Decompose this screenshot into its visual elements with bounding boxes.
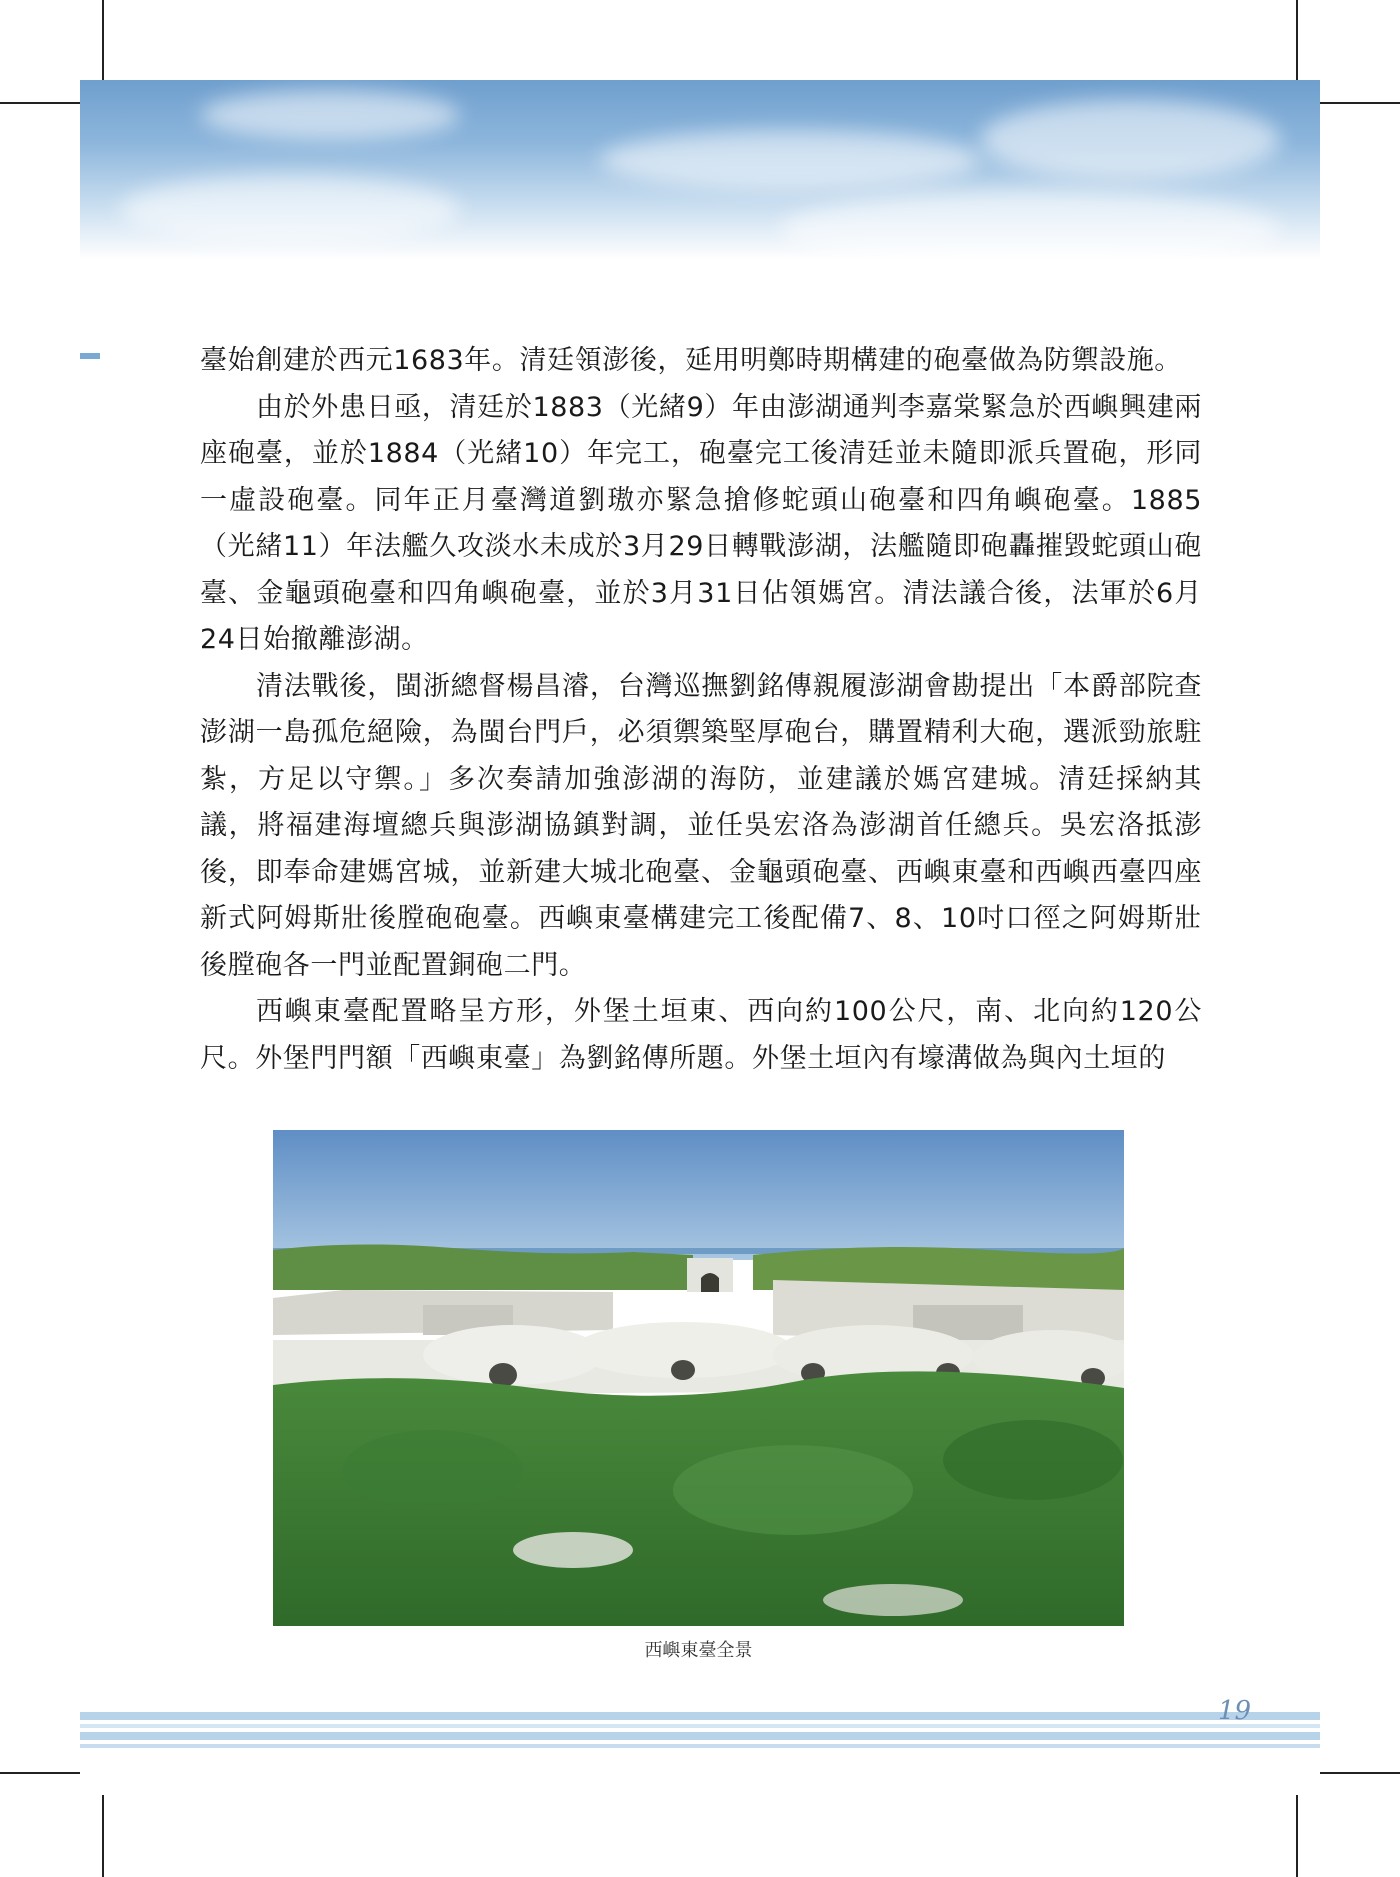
article-body bbox=[200, 338, 1202, 1082]
crop-mark bbox=[1320, 1772, 1400, 1774]
crop-mark bbox=[102, 1795, 104, 1877]
crop-mark bbox=[0, 1772, 80, 1774]
crop-mark bbox=[102, 0, 104, 88]
cloud bbox=[980, 100, 1280, 180]
footer-stripe bbox=[80, 1724, 1320, 1728]
crop-mark bbox=[1296, 1795, 1298, 1877]
section-tab-marker bbox=[80, 353, 100, 359]
photo-caption: 西嶼東臺全景 bbox=[644, 1640, 753, 1661]
crop-mark bbox=[1296, 0, 1298, 88]
footer-stripe bbox=[80, 1732, 1320, 1740]
paragraph: 西嶼東臺配置略呈方形，外堡土垣東、西向約100公尺，南、北向約120公尺。外堡門門額「西嶼東臺」為劉銘傳所題。外堡土垣內有壕溝做為與內土垣的 bbox=[200, 996, 1202, 1074]
fort-panorama-photo bbox=[273, 1130, 1124, 1626]
crop-mark bbox=[0, 102, 80, 104]
cloud bbox=[120, 175, 460, 245]
footer-stripe bbox=[80, 1712, 1320, 1720]
footer-stripe bbox=[80, 1744, 1320, 1748]
paragraph: 由於外患日亟，清廷於1883（光緒9）年由澎湖通判李嘉棠緊急於西嶼興建兩座砲臺，並於1884（光緒10）年完工，砲臺完工後清廷並未隨即派兵置砲，形同一虛設砲臺。同年正月臺灣道劉璈亦緊急搶修蛇頭山砲臺和四角嶼砲臺。1885（光緒11）年法艦久攻淡水未成於3月29日轉戰澎湖，法艦隨即砲轟摧毀蛇頭山砲臺、金龜頭砲臺和四角嶼砲臺，並於3月31日佔領媽宮。清法議合後，法軍於6月24日始撤離澎湖。 bbox=[200, 391, 1202, 655]
cloud bbox=[200, 90, 460, 140]
cloud bbox=[600, 130, 980, 190]
cloud bbox=[780, 190, 1280, 260]
crop-mark bbox=[1320, 102, 1400, 104]
header-sky-banner bbox=[80, 80, 1320, 260]
paragraph: 臺始創建於西元1683年。清廷領澎後，延用明鄭時期構建的砲臺做為防禦設施。 bbox=[200, 345, 1182, 376]
paragraph: 清法戰後，閩浙總督楊昌濬，台灣巡撫劉銘傳親履澎湖會勘提出「本爵部院查澎湖一島孤危絕險，為閩台門戶，必須禦築堅厚砲台，購置精利大砲，選派勁旅駐紮，方足以守禦。」多次奏請加強澎湖的海防，並建議於媽宮建城。清廷採納其議，將福建海壇總兵與澎湖協鎮對調，並任吳宏洛為澎湖首任總兵。吳宏洛抵澎後，即奉命建媽宮城，並新建大城北砲臺、金龜頭砲臺、西嶼東臺和西嶼西臺四座新式阿姆斯壯後膛砲砲臺。西嶼東臺構建完工後配備7、8、10吋口徑之阿姆斯壯後膛砲各一門並配置銅砲二門。 bbox=[200, 670, 1202, 981]
fort-illustration bbox=[273, 1130, 1124, 1626]
page-number: 19 bbox=[1218, 1696, 1252, 1726]
